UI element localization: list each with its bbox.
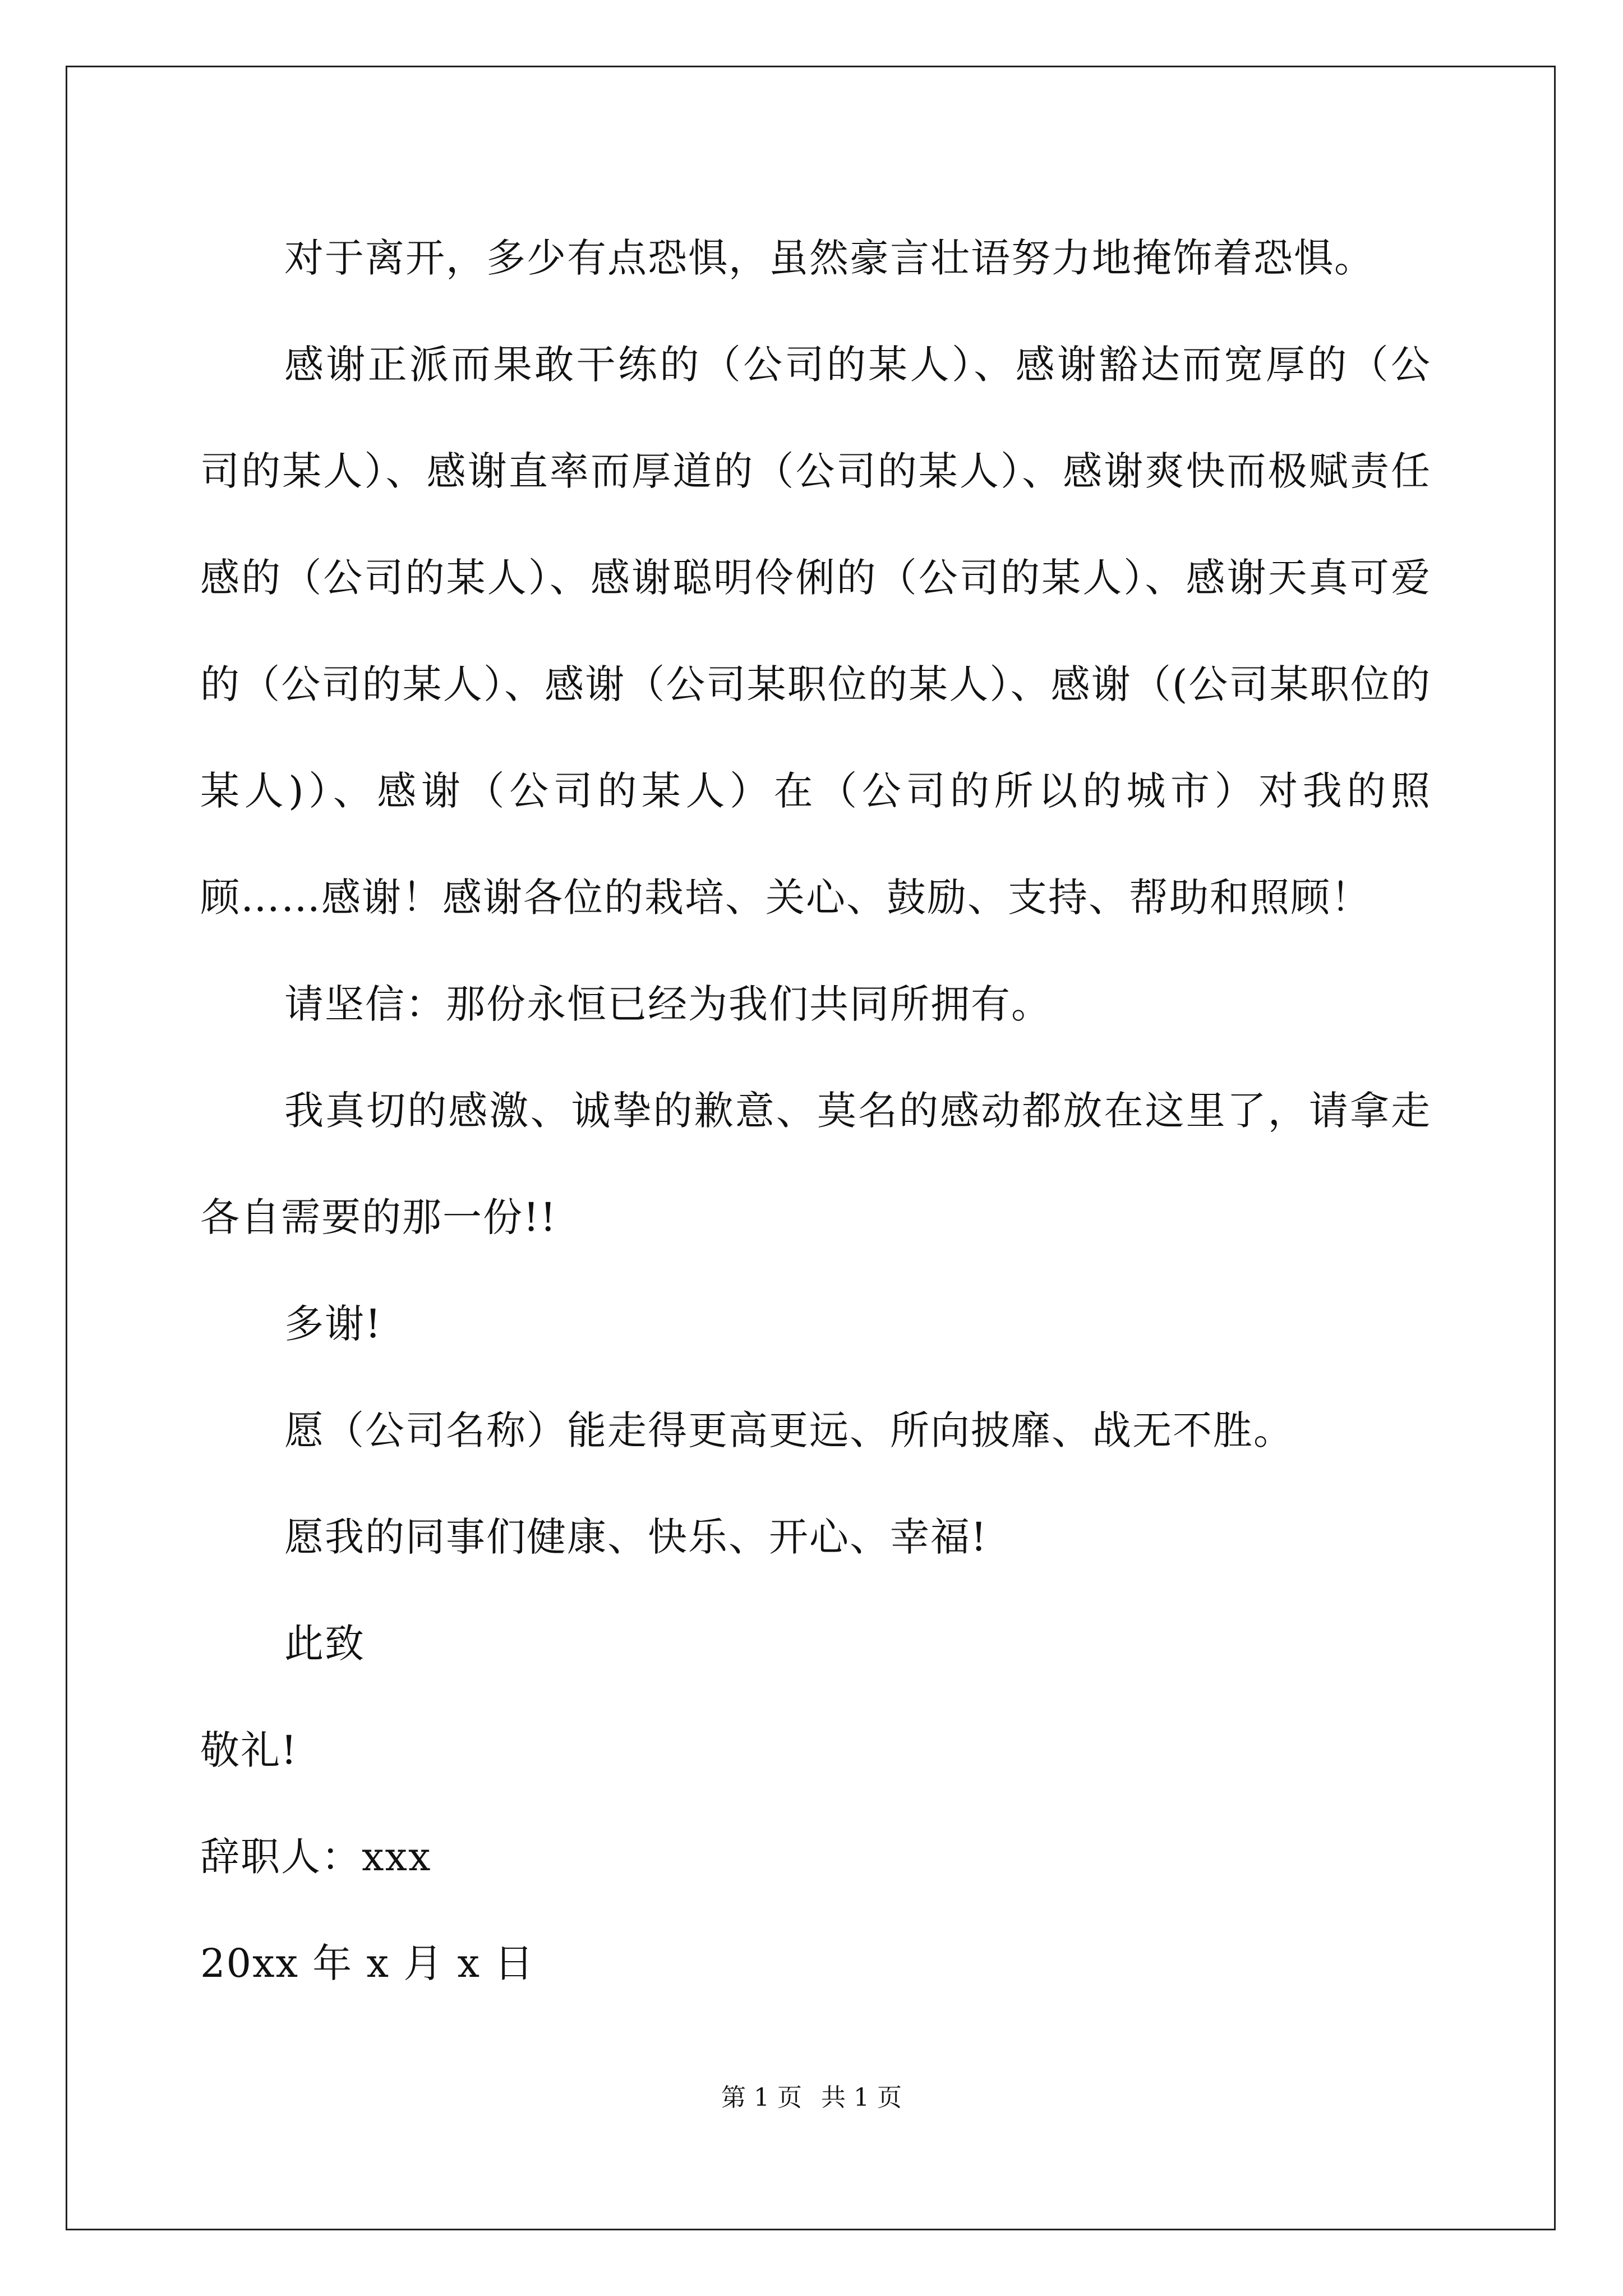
paragraph-believe: 请坚信：那份永恒已经为我们共同所拥有。 (284, 981, 1052, 1027)
date-line: 20xx 年 x 月 x 日 (200, 1940, 535, 1986)
signer-line: 辞职人：xxx (200, 1834, 432, 1880)
paragraph-thank-you: 多谢! (284, 1301, 382, 1347)
paragraph-company-wish: 愿（公司名称）能走得更高更远、所向披靡、战无不胜。 (284, 1407, 1294, 1453)
page-footer (0, 2081, 1623, 2115)
paragraph-gratitude: 我真切的感激、诚挚的歉意、莫名的感动都放在这里了，请拿走各自需要的那一份!! (200, 1088, 1431, 1240)
paragraph-thanks: 感谢正派而果敢干练的（公司的某人）、感谢豁达而宽厚的（公司的某人）、感谢直率而厚道的（公司的某人）、感谢爽快而极赋责任感的（公司的某人）、感谢聪明伶俐的（公司的某人）、感谢天真可爱的（公司的某人）、感谢（公司某职位的某人）、感谢（(公司某职位的某人)）、感谢（公司的某人）在（公司的所以的城市）对我的照顾……感谢！感谢各位的栽培、关心、鼓励、支持、帮助和照顾！ (200, 342, 1431, 921)
paragraph-salutation: 此致 (284, 1621, 365, 1667)
closing-line: 敬礼! (200, 1727, 298, 1773)
paragraph-leaving: 对于离开，多少有点恐惧，虽然豪言壮语努力地掩饰着恐惧。 (284, 235, 1375, 281)
paragraph-colleague-wish: 愿我的同事们健康、快乐、开心、幸福! (284, 1514, 988, 1560)
page-number: 第 1 页 (721, 2083, 802, 2112)
page-total: 共 1 页 (821, 2083, 902, 2112)
letter-body (200, 205, 1431, 2017)
